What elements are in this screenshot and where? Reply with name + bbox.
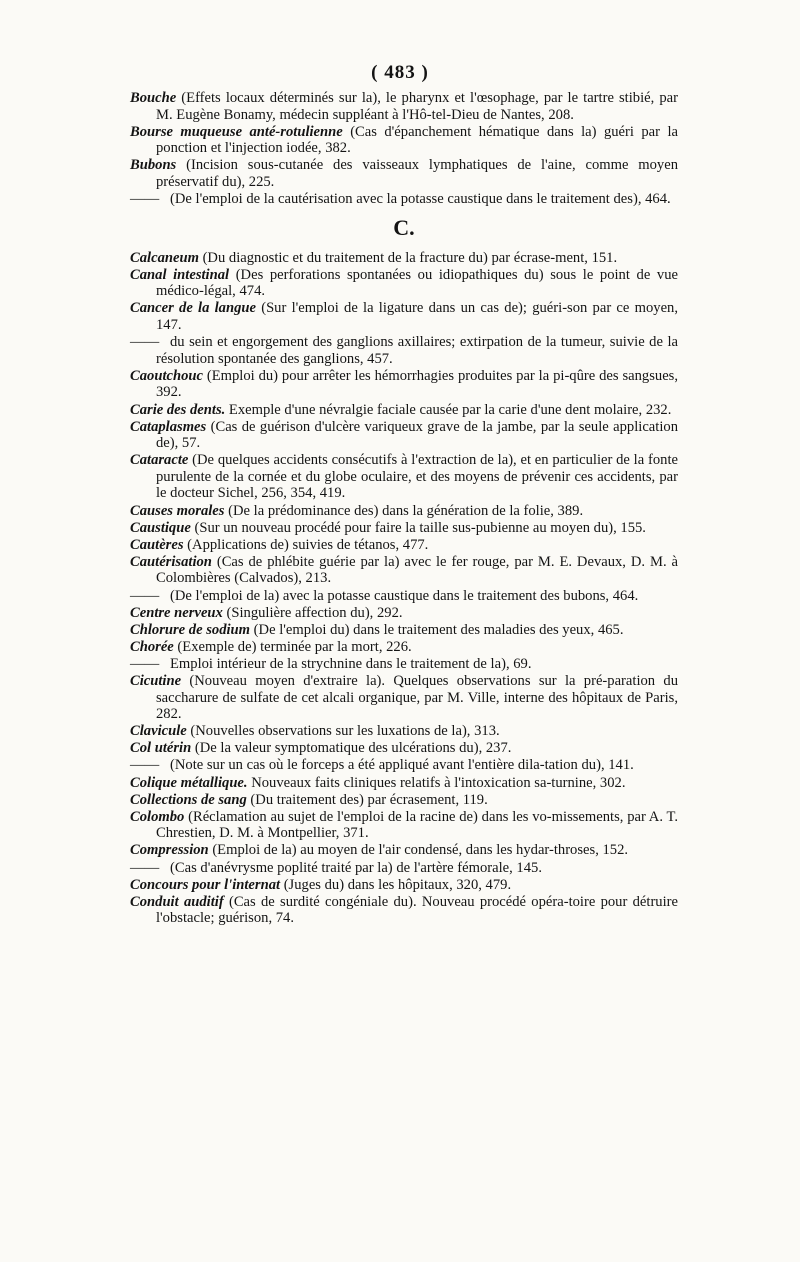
entry-head: Clavicule (130, 723, 187, 740)
entry-text: (Cas d'anévrysme poplité traité par la) de l'artère fémorale, 145. (170, 859, 542, 876)
entry-text: Nouveaux faits cliniques relatifs à l'intoxication sa-turnine, 302. (247, 774, 626, 791)
entries-b (130, 90, 678, 208)
entry-text: (Du traitement des) par écrasement, 119. (246, 791, 488, 808)
entries-c (130, 250, 678, 927)
index-entry (130, 368, 678, 401)
entry-head: Cicutine (130, 673, 182, 689)
entry-text: (De la prédominance des) dans la génération de la folie, 389. (224, 502, 584, 519)
entry-text: (De l'emploi de la) avec la potasse caustique dans le traitement des bubons, 464. (170, 587, 639, 604)
index-entry (130, 90, 678, 123)
entry-text: du sein et engorgement des ganglions axillaires; extirpation de la tumeur, suivie de la résolution spontanée des ganglions, 457. (156, 334, 678, 367)
entry-text: (Nouvelles observations sur les luxations de la), 313. (186, 723, 500, 740)
entry-text: (Applications de) suivies de tétanos, 477. (183, 536, 429, 553)
entry-head: Cautérisation (130, 553, 212, 570)
entry-text: (Des perforations spontanées ou idiopathiques du) sous le point de vue médico-légal, 474. (156, 266, 678, 300)
entry-text: (Du diagnostic et du traitement de la fracture du) par écrase-ment, 151. (198, 249, 618, 266)
entry-head: Colombo (130, 808, 185, 825)
entry-head: Bubons (130, 157, 177, 174)
entry-text: (Effets locaux déterminés sur la), le pharynx et l'œsophage, par le tartre stibié, par M. Eugène Bonamy, médecin suppléant à l'Hô-tel-Dieu de Nantes, 208. (156, 90, 678, 123)
entry-head: Chlorure de sodium (130, 621, 251, 638)
entry-head: Carie des dents. (130, 401, 226, 418)
entry-head: Chorée (130, 638, 174, 655)
entry-text: (De l'emploi du) dans le traitement des maladies des yeux, 465. (250, 621, 624, 638)
page-number: ( 483 ) (371, 62, 429, 83)
ditto-dash: —— (130, 757, 160, 774)
index-entry (130, 723, 678, 740)
index-entry (130, 605, 678, 622)
index-entry (130, 842, 678, 859)
entry-head: Cautères (130, 536, 184, 553)
index-entry (130, 452, 678, 502)
index-entry (130, 656, 678, 673)
index-entry (130, 740, 678, 757)
entry-text: (De l'emploi de la cautérisation avec la potasse caustique dans le traitement des), 464. (170, 191, 671, 208)
entry-head: Collections de sang (130, 791, 247, 808)
index-entry (130, 860, 678, 877)
index-entry (130, 894, 678, 927)
entry-head: Col utérin (130, 740, 192, 757)
entry-text: Exemple d'une névralgie faciale causée par la carie d'une dent molaire, 232. (225, 401, 672, 418)
index-entry (130, 809, 678, 842)
entry-text: (Note sur un cas où le forceps a été appliqué avant l'entière dila-tation du), 141. (170, 757, 634, 774)
index-entry (130, 503, 678, 520)
index-entry (130, 673, 678, 723)
index-entry (130, 588, 678, 605)
entry-text: (Nouveau moyen d'extraire la). Quelques observations sur la pré-paration du saccharure de sulfate de cet alcali organique, par M. Ville, interne des hôpitaux de Paris, 282. (156, 673, 678, 723)
entry-head: Caoutchouc (130, 367, 203, 384)
index-entry (130, 267, 678, 300)
index-entry (130, 250, 678, 267)
entry-text: (Juges du) dans les hôpitaux, 320, 479. (280, 876, 512, 893)
entry-text: (Incision sous-cutanée des vaisseaux lymphatiques de l'aine, comme moyen préservatif du), 225. (156, 157, 678, 190)
index-entry (130, 300, 678, 333)
entry-text: (Exemple de) terminée par la mort, 226. (173, 638, 412, 655)
entry-text: Emploi intérieur de la strychnine dans le traitement de la), 69. (170, 655, 532, 672)
index-entry (130, 191, 678, 208)
index-entry (130, 520, 678, 537)
entry-head: Calcaneum (130, 249, 199, 266)
entry-text: (Cas de phlébite guérie par la) avec le fer rouge, par M. E. Devaux, D. M. à Colombières (Calvados), 213. (156, 553, 678, 587)
index-entry (130, 537, 678, 554)
entry-head: Causes morales (130, 502, 225, 519)
section-letter: C. (393, 214, 415, 240)
entry-head: Conduit auditif (130, 893, 224, 910)
index-entry (130, 554, 678, 587)
entry-text: (Cas de surdité congéniale du). Nouveau procédé opéra-toire pour détruire l'obstacle; guérison, 74. (156, 893, 678, 927)
entry-head: Cataplasmes (130, 418, 207, 435)
entry-text: (Emploi de la) au moyen de l'air condensé, dans les hydar-throses, 152. (208, 842, 629, 859)
entry-head: Colique métallique. (130, 774, 248, 791)
index-entry (130, 877, 678, 894)
entry-head: Canal intestinal (130, 266, 230, 283)
entry-text: (Réclamation au sujet de l'emploi de la racine de) dans les vo-missements, par A. T. Chrestien, D. M. à Montpellier, 371. (156, 808, 678, 842)
entry-head: Bourse muqueuse anté-rotulienne (130, 123, 343, 140)
entry-text: (Cas de guérison d'ulcère variqueux grave de la jambe, par la seule application de), 57. (156, 418, 678, 452)
index-entry (130, 622, 678, 639)
entry-text: (Sur l'emploi de la ligature dans un cas de); guéri-son par ce moyen, 147. (156, 300, 678, 334)
entry-text: (De quelques accidents consécutifs à l'extraction de la), et en particulier de la fonte purulente de la cornée et du globe oculaire, et des moyens de prévenir ces accidents, par le docteur Sichel, 256, 354, 419. (156, 452, 678, 502)
ditto-dash: —— (130, 587, 160, 604)
entry-text: (De la valeur symptomatique des ulcérations du), 237. (191, 740, 512, 757)
entry-head: Bouche (130, 90, 177, 106)
index-entry (130, 334, 678, 367)
index-entry (130, 775, 678, 792)
index-entries (130, 90, 678, 927)
ditto-dash: —— (130, 859, 160, 876)
entry-head: Concours pour l'internat (130, 876, 281, 893)
index-entry (130, 402, 678, 419)
entry-head: Cancer de la langue (130, 300, 256, 317)
ditto-dash: —— (130, 655, 160, 672)
entry-text: (Singulière affection du), 292. (222, 604, 403, 621)
entry-head: Cataracte (130, 452, 189, 469)
index-entry (130, 419, 678, 452)
entry-text: (Emploi du) pour arrêter les hémorrhagies produites par la pi-qûre des sangsues, 392. (156, 367, 678, 401)
entry-text: (Sur un nouveau procédé pour faire la taille sus-pubienne au moyen du), 155. (190, 519, 646, 536)
index-entry (130, 157, 678, 190)
entry-text: (Cas d'épanchement hématique dans la) guéri par la ponction et l'injection iodée, 382. (156, 123, 678, 157)
index-entry (130, 639, 678, 656)
index-entry (130, 757, 678, 774)
index-entry (130, 792, 678, 809)
index-entry (130, 124, 678, 157)
entry-head: Compression (130, 842, 209, 859)
ditto-dash: —— (130, 334, 160, 351)
entry-head: Centre nerveux (130, 604, 223, 621)
entry-head: Caustique (130, 519, 191, 536)
ditto-dash: —— (130, 191, 160, 208)
